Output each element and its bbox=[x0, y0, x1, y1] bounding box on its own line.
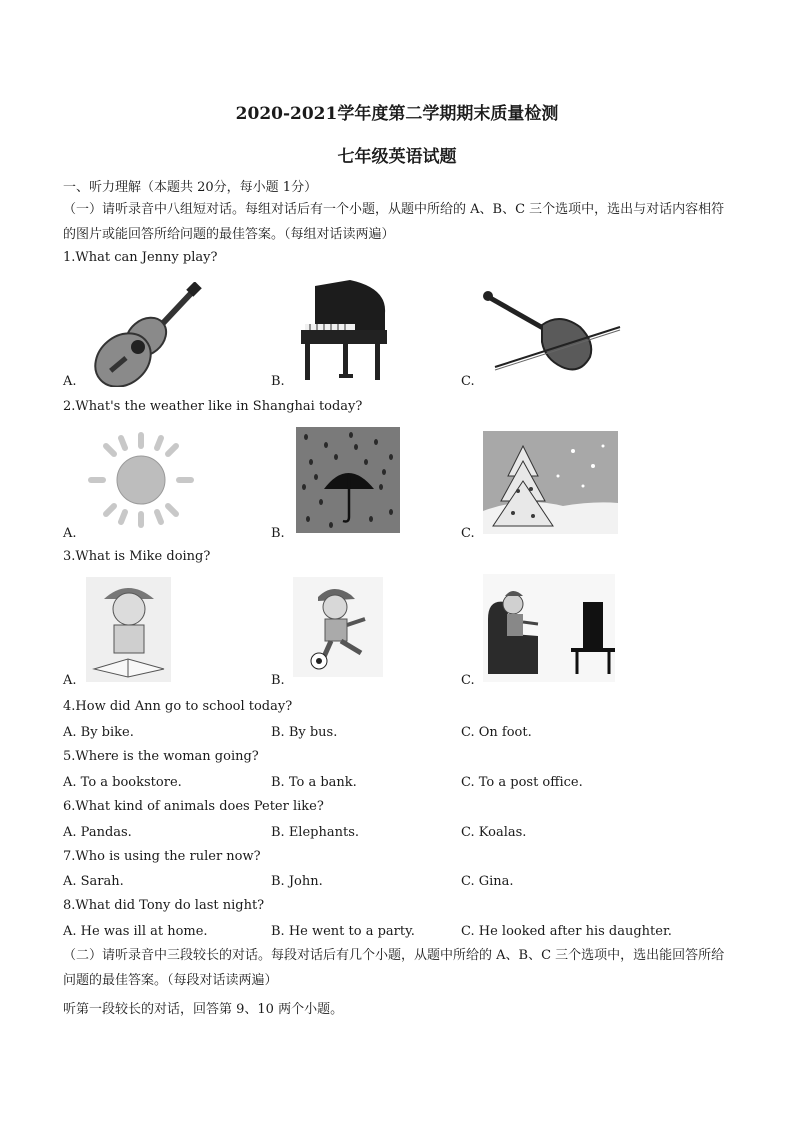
question-8-stem: 8.What did Tony do last night? bbox=[63, 898, 265, 913]
q1-option-c: C. bbox=[461, 374, 475, 389]
q6-option-a: A. Pandas. bbox=[63, 825, 132, 840]
q3-option-b: B. bbox=[271, 673, 285, 688]
violin-icon bbox=[480, 287, 625, 382]
boy-football-icon bbox=[293, 577, 383, 677]
part1-instructions: （一）请听录音中八组短对话。每组对话后有一个小题，从题中所给的 A、B、C 三个选项中，选出与对话内容相符的图片或能回答所给问题的最佳答案。（每组对话读两遍） bbox=[63, 202, 725, 242]
q6-option-b: B. Elephants. bbox=[271, 825, 360, 840]
q7-option-c: C. Gina. bbox=[461, 874, 514, 889]
question-6-stem: 6.What kind of animals does Peter like? bbox=[63, 799, 324, 814]
q8-option-b: B. He went to a party. bbox=[271, 924, 415, 939]
q4-option-a: A. By bike. bbox=[63, 725, 134, 740]
q2-option-c: C. bbox=[461, 526, 475, 541]
q2-option-b: B. bbox=[271, 526, 285, 541]
q5-option-b: B. To a bank. bbox=[271, 775, 357, 790]
q1-option-a: A. bbox=[63, 374, 77, 389]
q6-option-c: C. Koalas. bbox=[461, 825, 527, 840]
q7-option-b: B. John. bbox=[271, 874, 323, 889]
q2-option-a: A. bbox=[63, 526, 77, 541]
piano-icon bbox=[295, 278, 390, 383]
boy-watching-tv-icon bbox=[483, 574, 615, 682]
q4-option-c: C. On foot. bbox=[461, 725, 532, 740]
part2-instructions: （二）请听录音中三段较长的对话。每段对话后有几个小题，从题中所给的 A、B、C 三个选项中，选出能回答所给问题的最佳答案。（每段对话读两遍） bbox=[63, 948, 725, 988]
q1-option-b: B. bbox=[271, 374, 285, 389]
question-3-stem: 3.What is Mike doing? bbox=[63, 549, 211, 564]
boy-reading-icon bbox=[86, 577, 171, 682]
question-1-stem: 1.What can Jenny play? bbox=[63, 250, 218, 265]
question-4-stem: 4.How did Ann go to school today? bbox=[63, 699, 293, 714]
exam-title: 2020-2021学年度第二学期期末质量检测 bbox=[235, 104, 559, 124]
question-5-stem: 5.Where is the woman going? bbox=[63, 749, 259, 764]
section-heading: 一、听力理解（本题共 20分，每小题 1分） bbox=[63, 180, 318, 195]
q8-option-c: C. He looked after his daughter. bbox=[461, 924, 672, 939]
q3-option-a: A. bbox=[63, 673, 77, 688]
q5-option-a: A. To a bookstore. bbox=[63, 775, 182, 790]
q8-option-a: A. He was ill at home. bbox=[63, 924, 208, 939]
q4-option-b: B. By bus. bbox=[271, 725, 338, 740]
question-7-stem: 7.Who is using the ruler now? bbox=[63, 849, 261, 864]
guitar-icon bbox=[88, 282, 203, 387]
q3-option-c: C. bbox=[461, 673, 475, 688]
question-2-stem: 2.What's the weather like in Shanghai today? bbox=[63, 399, 363, 414]
exam-subtitle: 七年级英语试题 bbox=[337, 147, 457, 167]
q5-option-c: C. To a post office. bbox=[461, 775, 583, 790]
snowy-tree-icon bbox=[483, 431, 618, 534]
q7-option-a: A. Sarah. bbox=[63, 874, 124, 889]
first-dialogue-instructions: 听第一段较长的对话，回答第 9、10 两个小题。 bbox=[63, 1002, 344, 1017]
rain-umbrella-icon bbox=[296, 427, 400, 533]
sun-icon bbox=[86, 430, 196, 530]
